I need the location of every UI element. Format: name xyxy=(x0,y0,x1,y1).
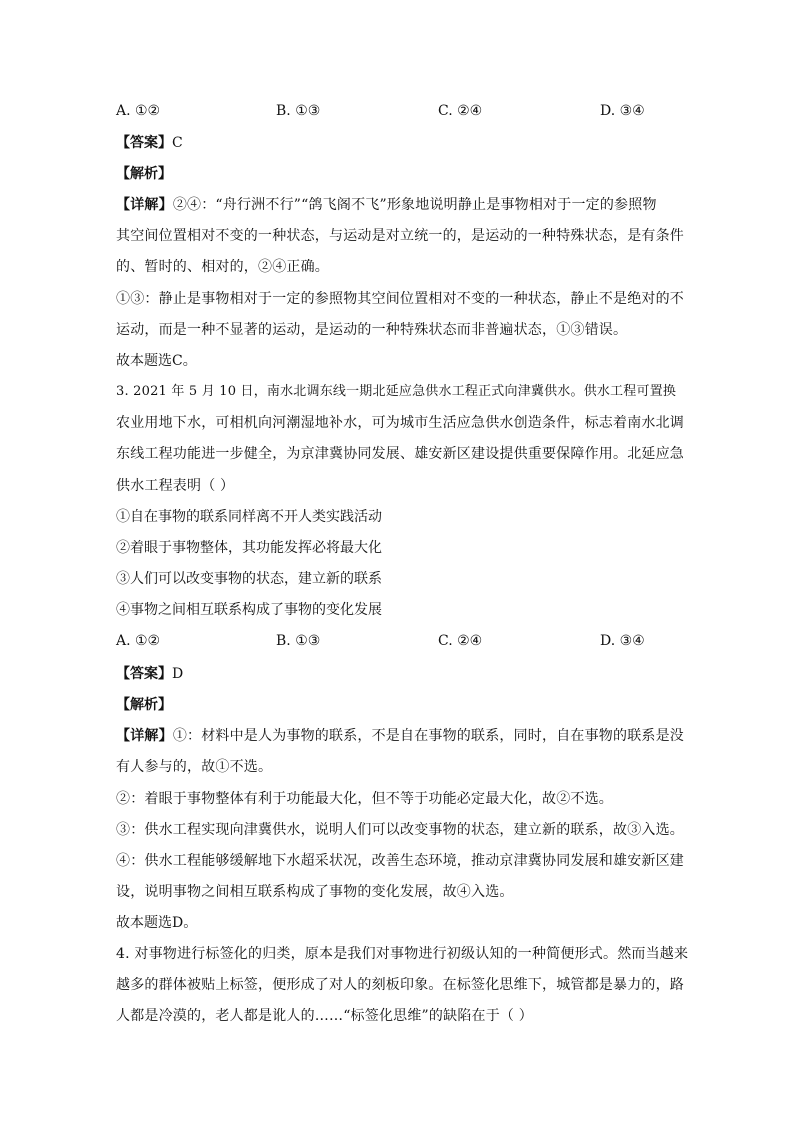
q3-analysis-heading: 【解析】 xyxy=(116,697,172,713)
q2-options xyxy=(116,103,696,123)
q3-detail-line-3: ②：着眼于事物整体有利于功能最大化，但不等于功能必定最大化，故②不选。 xyxy=(116,791,613,807)
q2-detail-line-1: 【详解】②④：“舟行洲不行”“鸽飞阁不飞”形象地说明静止是事物相对于一定的参照物 xyxy=(116,197,657,213)
q3-statement-1: ①自在事物的联系同样离不开人类实践活动 xyxy=(116,509,382,525)
q3-answer-tag: 【答案】 xyxy=(116,666,172,682)
q4-stem-line-2: 越多的群体被贴上标签，便形成了对人的刻板印象。在标签化思维下，城管都是暴力的，路 xyxy=(116,977,684,993)
q3-detail-line-6: 设，说明事物之间相互联系构成了事物的变化发展，故④入选。 xyxy=(116,884,514,900)
q3-conclusion: 故本题选D。 xyxy=(116,915,198,931)
q3-option-c: C. ②④ xyxy=(438,633,483,649)
q2-answer-tag: 【答案】 xyxy=(116,135,172,151)
q2-option-c: C. ②④ xyxy=(438,103,483,119)
q3-answer-value: D xyxy=(172,666,184,682)
q3-detail-line-2: 有人参与的，故①不选。 xyxy=(116,759,273,775)
q4-stem-line-1: 4. 对事物进行标签化的归类，原本是我们对事物进行初级认知的一种简便形式。然而当越来 xyxy=(116,946,689,962)
q2-answer xyxy=(116,133,696,153)
q2-option-b: B. ①③ xyxy=(276,103,321,119)
q2-answer-value: C xyxy=(172,135,183,151)
q2-detail-line-3: 的、暂时的、相对的，②④正确。 xyxy=(116,259,329,275)
q3-option-a: A. ①② xyxy=(116,633,161,649)
q3-detail-line-4: ③：供水工程实现向津冀供水，说明人们可以改变事物的状态，建立新的联系，故③入选。 xyxy=(116,822,684,838)
q3-detail-line-5: ④：供水工程能够缓解地下水超采状况，改善生态环境，推动京津冀协同发展和雄安新区建 xyxy=(116,853,684,869)
q2-detail-tag: 【详解】 xyxy=(116,197,173,213)
q2-option-a: A. ①② xyxy=(116,103,161,119)
q3-stem-line-1: 3. 2021 年 5 月 10 日，南水北调东线一期北延应急供水工程正式向津冀供水。供水工程可置换 xyxy=(116,384,677,399)
q3-statement-3: ③人们可以改变事物的状态，建立新的联系 xyxy=(116,571,382,587)
q2-conclusion: 故本题选C。 xyxy=(116,353,197,369)
q3-statement-4: ④事物之间相互联系构成了事物的变化发展 xyxy=(116,602,382,618)
q3-detail-line-1: 【详解】①：材料中是人为事物的联系，不是自在事物的联系，同时，自在事物的联系是没 xyxy=(116,728,685,744)
q4-stem-line-3: 人都是冷漠的，老人都是讹人的……“标签化思维”的缺陷在于（ ） xyxy=(116,1008,533,1024)
q3-answer xyxy=(116,664,696,684)
q2-detail-line-2: 其空间位置相对不变的一种状态，与运动是对立统一的，是运动的一种特殊状态，是有条件 xyxy=(116,228,684,244)
q3-detail-tag: 【详解】 xyxy=(116,728,173,744)
q3-stem-line-2: 农业用地下水，可相机向河潮湿地补水，可为城市生活应急供水创造条件，标志着南水北调 xyxy=(116,415,684,431)
q3-stem-line-3: 东线工程功能进一步健全，为京津冀协同发展、雄安新区建设提供重要保障作用。北延应急 xyxy=(116,446,684,462)
q3-option-b: B. ①③ xyxy=(276,633,321,649)
q2-detail-line-5: 运动，而是一种不显著的运动，是运动的一种特殊状态而非普遍状态，①③错误。 xyxy=(116,322,628,338)
q3-statement-2: ②着眼于事物整体，其功能发挥必将最大化 xyxy=(116,540,382,556)
q2-detail-line-4: ①③：静止是事物相对于一定的参照物其空间位置相对不变的一种状态，静止不是绝对的不 xyxy=(116,291,684,307)
q3-options xyxy=(116,633,696,653)
q3-option-d: D. ③④ xyxy=(600,633,645,649)
q2-option-d: D. ③④ xyxy=(600,103,645,119)
q3-stem-line-4: 供水工程表明（ ） xyxy=(116,478,235,494)
q2-analysis-heading: 【解析】 xyxy=(116,166,172,182)
